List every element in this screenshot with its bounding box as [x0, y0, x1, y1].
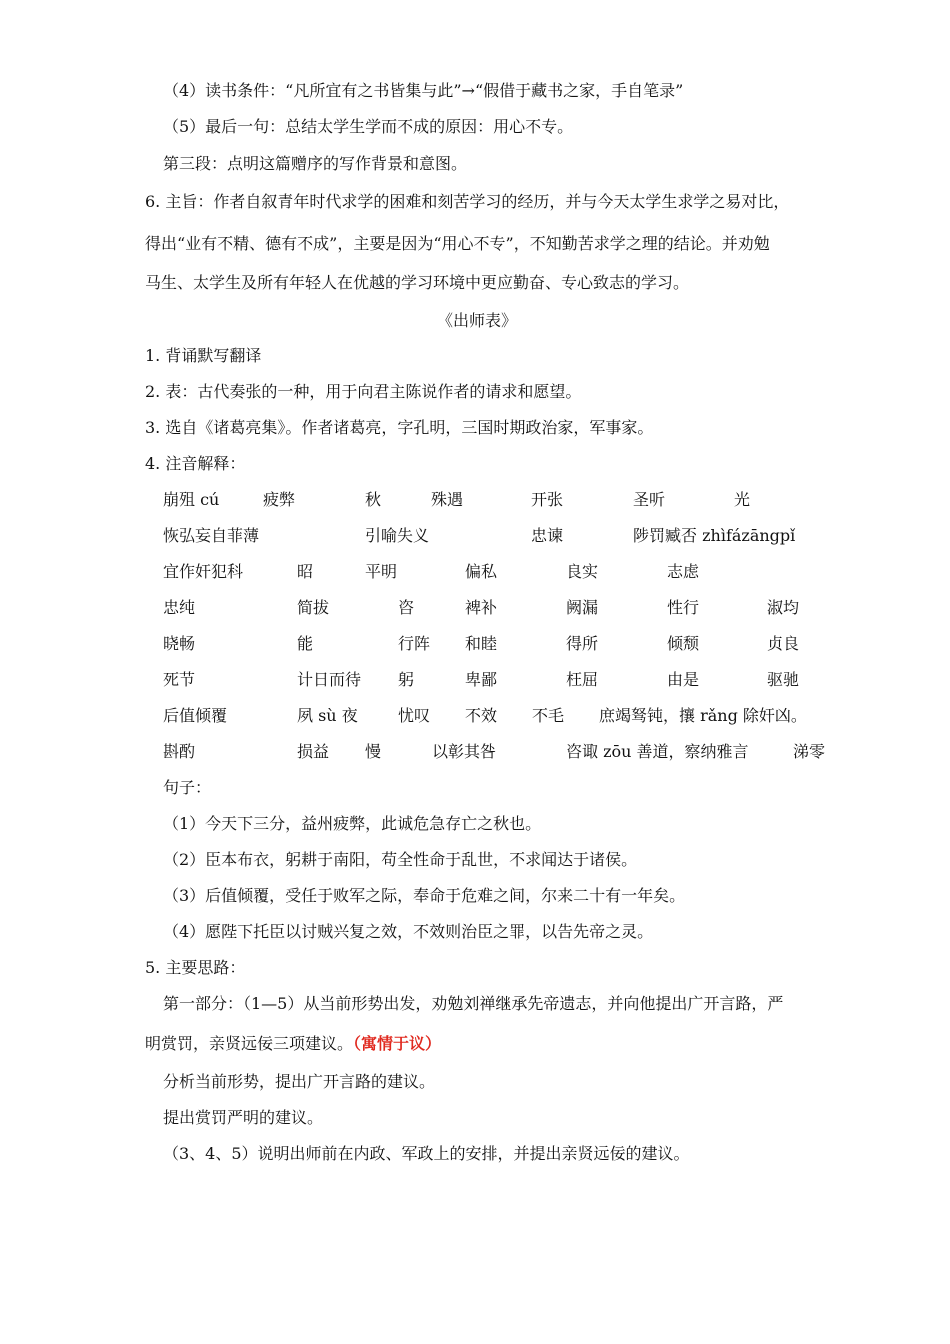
- theme-line-3: 马生、太学生及所有年轻人在优越的学习环境中更应勤奋、专心致志的学习。: [145, 273, 690, 292]
- point-3: 3. 选自《诸葛亮集》。作者诸葛亮，字孔明，三国时期政治家，军事家。: [145, 418, 654, 437]
- vocab-term: 由是: [667, 670, 700, 689]
- vocab-term: 后值倾覆: [163, 706, 228, 725]
- vocab-row-4: [163, 597, 843, 619]
- vocab-term: 淑均: [767, 598, 800, 617]
- vocab-term: 驱驰: [767, 670, 800, 689]
- vocab-term: 能: [297, 634, 314, 653]
- part-one-text: 明赏罚，亲贤远佞三项建议。: [145, 1034, 354, 1053]
- vocab-term: 庶竭驽钝，攘 rǎng 除奸凶。: [599, 706, 807, 725]
- point-2: 2. 表：古代奏张的一种，用于向君主陈说作者的请求和愿望。: [145, 382, 582, 401]
- point-1: 1. 背诵默写翻译: [145, 346, 262, 365]
- vocab-row-2: [163, 525, 843, 547]
- vocab-term: 秋: [365, 490, 382, 509]
- vocab-term: 疲弊: [263, 490, 296, 509]
- point-4: 4. 注音解释：: [145, 454, 246, 473]
- vocab-term: 躬: [398, 670, 415, 689]
- vocab-term: 忠纯: [163, 598, 196, 617]
- vocab-term: 引喻失义: [365, 526, 430, 545]
- vocab-row-1: [163, 489, 843, 511]
- theme-line-2: 得出“业有不精、德有不成”，主要是因为“用心不专”，不知勤苦求学之理的结论。并劝勉: [145, 234, 770, 253]
- vocab-term: 倾颓: [667, 634, 700, 653]
- vocab-term: 崩殂 cú: [163, 490, 220, 509]
- vocab-term: 性行: [667, 598, 700, 617]
- vocab-term: 光: [734, 490, 751, 509]
- last-sentence-line: （5）最后一句：总结太学生学而不成的原因：用心不专。: [163, 117, 574, 136]
- vocab-term: 志虑: [667, 562, 700, 581]
- analysis-line-3: （3、4、5）说明出师前在内政、军政上的安排，并提出亲贤远佞的建议。: [163, 1144, 690, 1163]
- vocab-term: 慢: [365, 742, 382, 761]
- vocab-term: 咨诹 zōu 善道，察纳雅言: [566, 742, 749, 761]
- vocab-row-5: [163, 633, 843, 655]
- point-5: 5. 主要思路：: [145, 958, 246, 977]
- sentence-2: （2）臣本布衣，躬耕于南阳，苟全性命于乱世，不求闻达于诸侯。: [163, 850, 638, 869]
- sentence-4: （4）愿陛下托臣以讨贼兴复之效，不效则治臣之罪，以告先帝之灵。: [163, 922, 654, 941]
- vocab-term: 行阵: [398, 634, 431, 653]
- reading-condition-line: （4）读书条件：“凡所宜有之书皆集与此”→“假借于藏书之家，手自笔录”: [163, 81, 684, 100]
- vocab-term: 偏私: [465, 562, 498, 581]
- vocab-term: 忧叹: [398, 706, 431, 725]
- sentence-3: （3）后值倾覆，受任于败军之际，奉命于危难之间，尔来二十有一年矣。: [163, 886, 686, 905]
- vocab-term: 和睦: [465, 634, 498, 653]
- part-one-line-2: [145, 1033, 441, 1055]
- vocab-row-6: [163, 669, 843, 691]
- vocab-term: 夙 sù 夜: [297, 706, 358, 725]
- vocab-term: 裨补: [465, 598, 498, 617]
- vocab-term: 枉屈: [566, 670, 599, 689]
- vocab-term: 晓畅: [163, 634, 196, 653]
- vocab-row-7: [163, 705, 843, 727]
- part-one-tag: （寓情于议）: [353, 1034, 442, 1053]
- vocab-term: 不毛: [532, 706, 565, 725]
- vocab-term: 涕零: [793, 742, 826, 761]
- vocab-term: 损益: [297, 742, 330, 761]
- vocab-term: 殊遇: [431, 490, 464, 509]
- vocab-term: 死节: [163, 670, 196, 689]
- vocab-term: 斟酌: [163, 742, 196, 761]
- vocab-term: 卑鄙: [465, 670, 498, 689]
- sentence-1: （1）今天下三分，益州疲弊，此诚危急存亡之秋也。: [163, 814, 542, 833]
- analysis-line-1: 分析当前形势，提出广开言路的建议。: [163, 1072, 436, 1091]
- vocab-term: 以彰其咎: [432, 742, 497, 761]
- paragraph-three-line: 第三段：点明这篇赠序的写作背景和意图。: [163, 154, 468, 173]
- vocab-term: 贞良: [767, 634, 800, 653]
- vocab-term: 开张: [531, 490, 564, 509]
- vocab-row-3: [163, 561, 843, 583]
- section-title: 《出师表》: [437, 311, 518, 330]
- vocab-term: 咨: [398, 598, 415, 617]
- vocab-term: 宜作奸犯科: [163, 562, 244, 581]
- vocab-row-8: [163, 741, 843, 763]
- sentences-label: 句子：: [163, 778, 212, 797]
- analysis-line-2: 提出赏罚严明的建议。: [163, 1108, 324, 1127]
- vocab-term: 得所: [566, 634, 599, 653]
- vocab-term: 陟罚臧否 zhìfázāngpǐ: [633, 526, 796, 545]
- vocab-term: 平明: [365, 562, 398, 581]
- vocab-term: 忠谏: [531, 526, 564, 545]
- vocab-term: 恢弘妄自菲薄: [163, 526, 260, 545]
- vocab-term: 昭: [297, 562, 314, 581]
- vocab-term: 计日而待: [297, 670, 362, 689]
- vocab-term: 阙漏: [566, 598, 599, 617]
- vocab-term: 圣听: [633, 490, 666, 509]
- vocab-term: 良实: [566, 562, 599, 581]
- vocab-term: 不效: [465, 706, 498, 725]
- theme-line-1: 6. 主旨：作者自叙青年时代求学的困难和刻苦学习的经历，并与今天太学生求学之易对比，: [145, 192, 790, 211]
- vocab-term: 简拔: [297, 598, 330, 617]
- part-one-line-1: 第一部分：（1—5）从当前形势出发，劝勉刘禅继承先帝遗志，并向他提出广开言路，严: [163, 994, 784, 1013]
